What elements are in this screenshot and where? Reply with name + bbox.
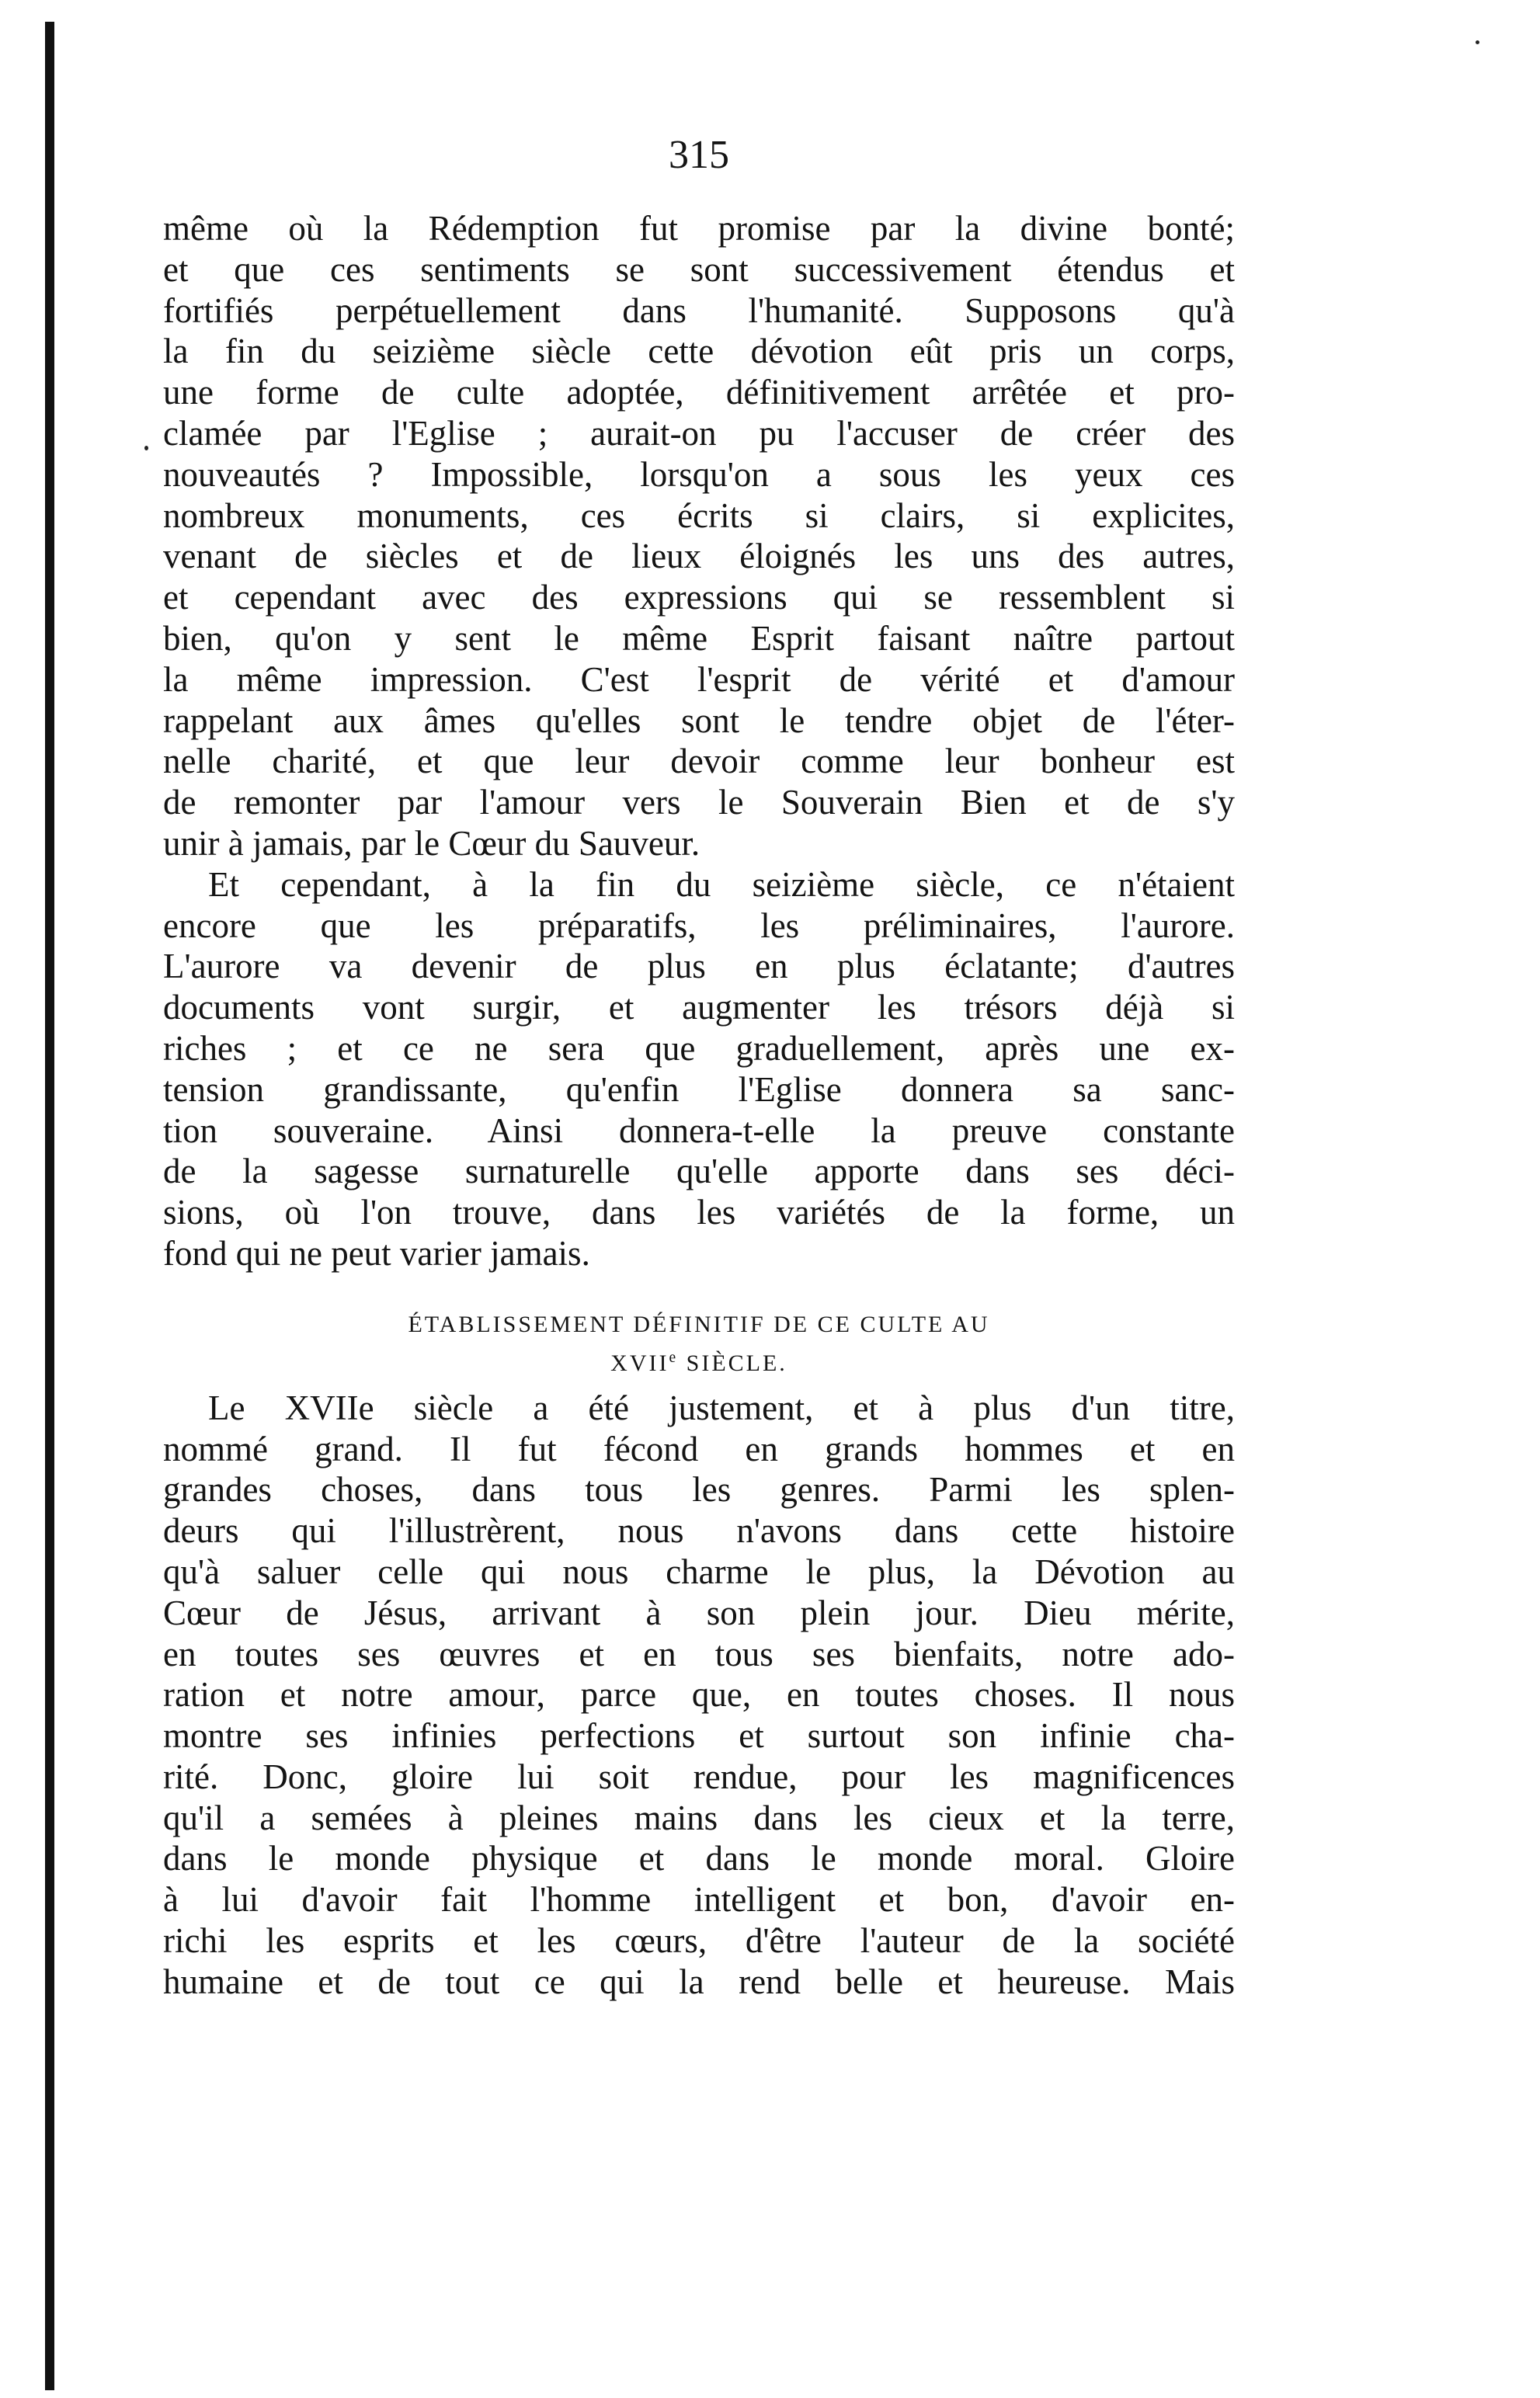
scan-speck: [1476, 40, 1479, 44]
text-line: bien, qu'on y sent le même Esprit faisant naître partout: [163, 618, 1235, 658]
text-line: Cœur de Jésus, arrivant à son plein jour. Dieu mérite,: [163, 1593, 1235, 1632]
text-line: documents vont surgir, et augmenter les trésors déjà si: [163, 988, 1235, 1027]
text-line: en toutes ses œuvres et en tous ses bienfaits, notre ado-: [163, 1634, 1235, 1673]
text-line: grandes choses, dans tous les genres. Parmi les splen-: [163, 1470, 1235, 1510]
text-line: de la sagesse surnaturelle qu'elle apporte dans ses déci-: [163, 1152, 1235, 1191]
text-line: L'aurore va devenir de plus en plus éclatante; d'autres: [163, 947, 1235, 986]
text-line: fortifiés perpétuellement dans l'humanité. Supposons qu'à: [163, 290, 1235, 330]
page-number: 315: [669, 133, 729, 177]
text-line: qu'à saluer celle qui nous charme le plus, la Dévotion au: [163, 1552, 1235, 1591]
section-heading-line-2: [163, 1344, 1235, 1383]
text-line: unir à jamais, par le Cœur du Sauveur.: [163, 823, 700, 863]
text-line: sions, où l'on trouve, dans les variétés de la forme, un: [163, 1193, 1235, 1232]
text-line: ration et notre amour, parce que, en toutes choses. Il nous: [163, 1675, 1235, 1715]
text-line: dans le monde physique et dans le monde moral. Gloire: [163, 1839, 1235, 1878]
text-line: nelle charité, et que leur devoir comme leur bonheur est: [163, 742, 1235, 781]
text-line: humaine et de tout ce qui la rend belle et heureuse. Mais: [163, 1962, 1235, 2001]
century-word: SIÈCLE.: [678, 1350, 787, 1376]
text-line: encore que les préparatifs, les préliminaires, l'aurore.: [163, 905, 1235, 945]
text-line: et que ces sentiments se sont successivement étendus et: [163, 249, 1235, 289]
text-line: nombreux monuments, ces écrits si clairs, si explicites,: [163, 495, 1235, 535]
paragraph-1: [163, 208, 1235, 864]
ordinal-superscript: e: [669, 1349, 679, 1366]
book-page: [163, 124, 1235, 2003]
text-line: fond qui ne peut varier jamais.: [163, 1233, 590, 1273]
text-line: Et cependant, à la fin du seizième siècle, ce n'étaient: [208, 864, 1235, 904]
text-line: deurs qui l'illustrèrent, nous n'avons dans cette histoire: [163, 1511, 1235, 1551]
text-line: nommé grand. Il fut fécond en grands hommes et en: [163, 1429, 1235, 1468]
paragraph-3: [163, 1388, 1235, 2003]
text-line: qu'il a semées à pleines mains dans les cieux et la terre,: [163, 1798, 1235, 1837]
text-line: clamée par l'Eglise ; aurait-on pu l'accuser de créer des: [163, 413, 1235, 453]
text-line: et cependant avec des expressions qui se ressemblent si: [163, 578, 1235, 617]
text-line: richi les esprits et les cœurs, d'être l'auteur de la société: [163, 1921, 1235, 1961]
text-line: nouveautés ? Impossible, lorsqu'on a sous les yeux ces: [163, 454, 1235, 494]
text-line: tion souveraine. Ainsi donnera-t-elle la preuve constante: [163, 1110, 1235, 1150]
paragraph-2: [163, 864, 1235, 1274]
text-line: Le XVIIe siècle a été justement, et à plus d'un titre,: [208, 1388, 1235, 1427]
text-line: rappelant aux âmes qu'elles sont le tendre objet de l'éter-: [163, 700, 1235, 740]
text-line: montre ses infinies perfections et surtout son infinie cha-: [163, 1716, 1235, 1756]
text-line: la fin du seizième siècle cette dévotion eût pris un corps,: [163, 332, 1235, 371]
text-line: de remonter par l'amour vers le Souverain Bien et de s'y: [163, 783, 1235, 822]
century-numeral: XVII: [610, 1350, 669, 1376]
text-line: la même impression. C'est l'esprit de vérité et d'amour: [163, 659, 1235, 699]
text-line: même où la Rédemption fut promise par la divine bonté;: [163, 209, 1235, 248]
text-line: à lui d'avoir fait l'homme intelligent et bon, d'avoir en-: [163, 1880, 1235, 1920]
scan-binding-edge: [45, 22, 54, 2390]
text-line: rité. Donc, gloire lui soit rendue, pour les magnificences: [163, 1757, 1235, 1796]
text-line: tension grandissante, qu'enfin l'Eglise donnera sa sanc-: [163, 1069, 1235, 1109]
text-line: venant de siècles et de lieux éloignés les uns des autres,: [163, 537, 1235, 576]
section-heading-line-1: ÉTABLISSEMENT DÉFINITIF DE CE CULTE AU: [408, 1311, 990, 1337]
scan-speck: [144, 446, 148, 450]
text-line: une forme de culte adoptée, définitivement arrêtée et pro-: [163, 373, 1235, 412]
text-line: riches ; et ce ne sera que graduellement, après une ex-: [163, 1028, 1235, 1068]
